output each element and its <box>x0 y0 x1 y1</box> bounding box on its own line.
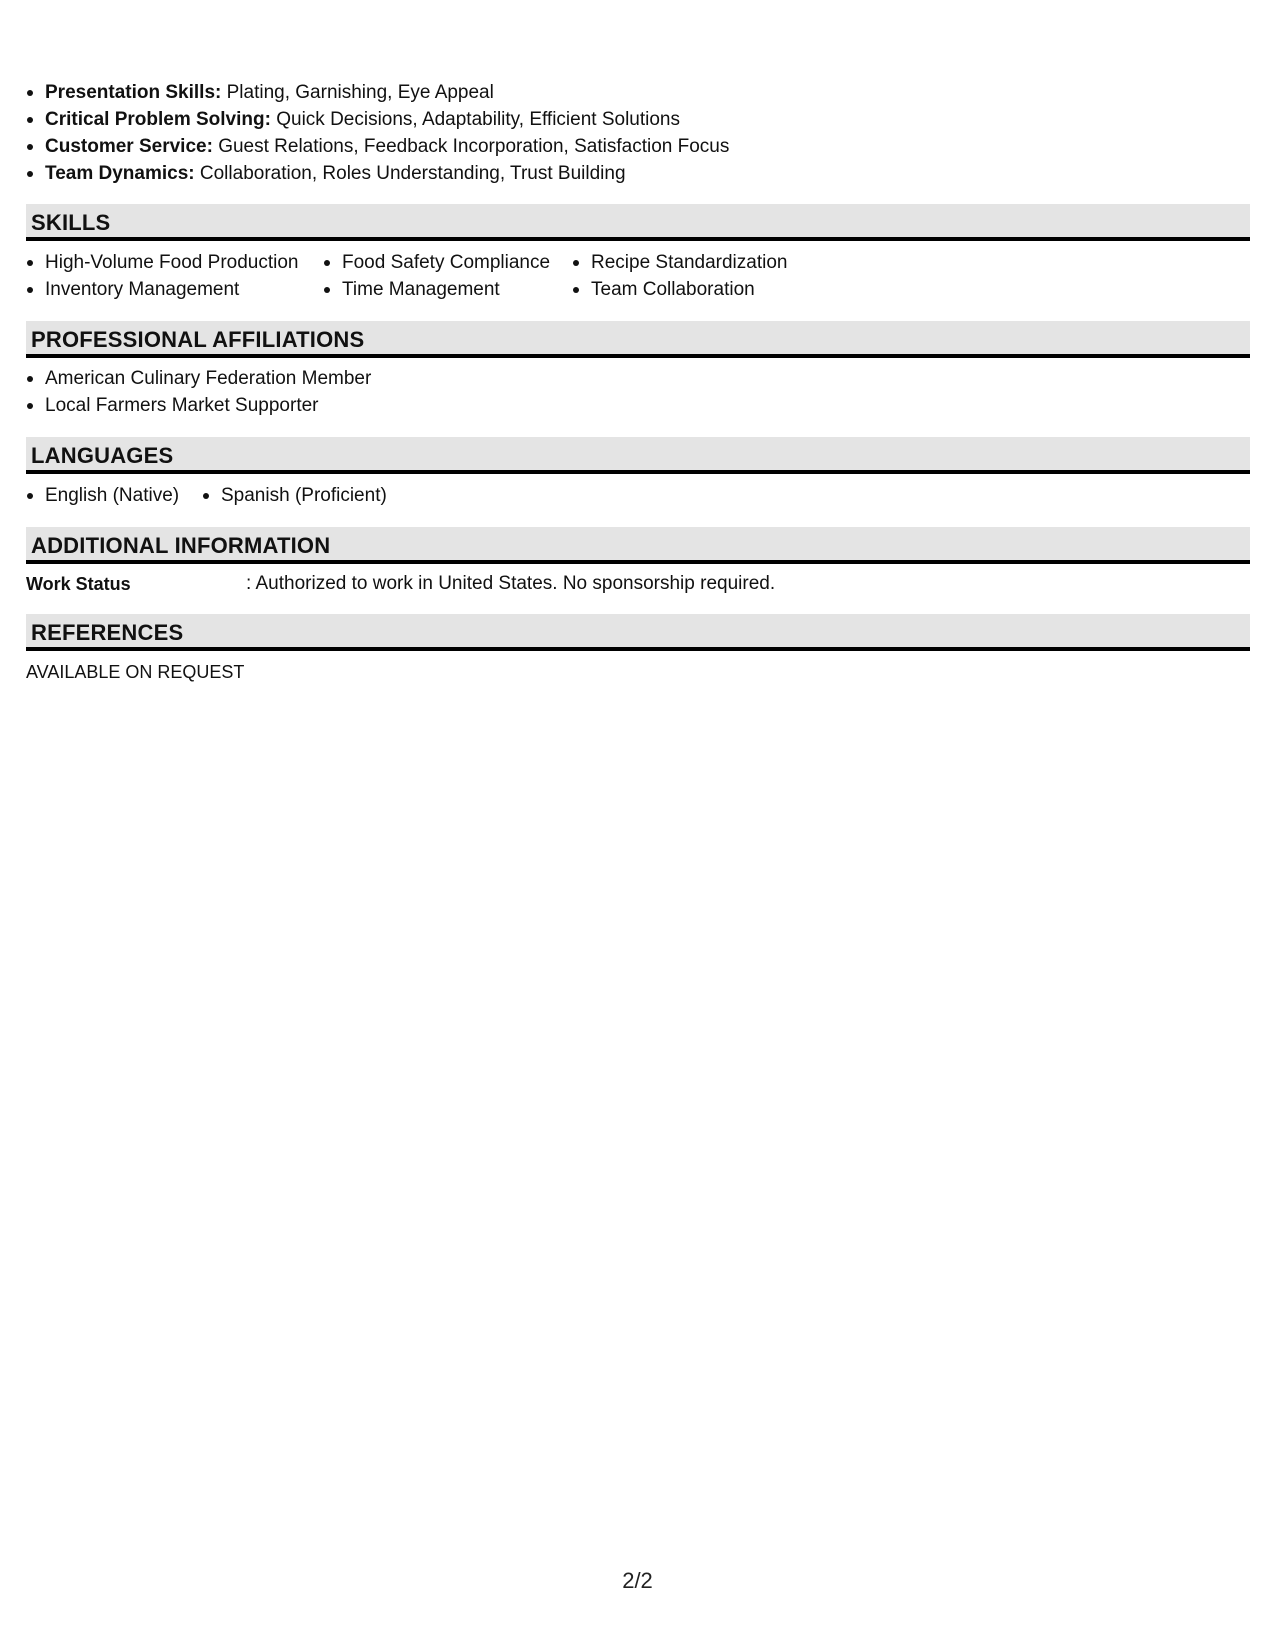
section-title: PROFESSIONAL AFFILIATIONS <box>31 327 365 352</box>
section-title: ADDITIONAL INFORMATION <box>31 533 331 558</box>
list-item: Spanish (Proficient) <box>202 482 422 509</box>
list-item: Food Safety Compliance <box>323 249 572 276</box>
skills-column <box>572 249 832 303</box>
affiliations-section-header <box>26 321 1250 358</box>
section-title: LANGUAGES <box>31 443 174 468</box>
list-item <box>26 106 729 133</box>
skills-columns <box>26 249 832 303</box>
list-item: Inventory Management <box>26 276 323 303</box>
affiliations-list <box>26 365 371 419</box>
references-text: AVAILABLE ON REQUEST <box>26 662 245 682</box>
skills-column <box>323 249 572 303</box>
skills-column <box>26 249 323 303</box>
languages-section-header <box>26 437 1250 474</box>
competency-label: Customer Service: <box>45 136 213 157</box>
languages-column <box>202 482 422 509</box>
additional-section-header <box>26 527 1250 564</box>
competency-label: Presentation Skills: <box>45 82 222 103</box>
competency-label: Critical Problem Solving: <box>45 109 271 130</box>
competency-text: Quick Decisions, Adaptability, Efficient Solutions <box>276 109 680 130</box>
section-title: REFERENCES <box>31 620 184 645</box>
list-item: Recipe Standardization <box>572 249 832 276</box>
work-status-label: Work Status <box>26 574 131 594</box>
competencies-list <box>26 79 729 187</box>
list-item: High-Volume Food Production <box>26 249 323 276</box>
list-item: American Culinary Federation Member <box>26 365 371 392</box>
competency-text: Guest Relations, Feedback Incorporation, Satisfaction Focus <box>218 136 730 157</box>
list-item <box>26 79 729 106</box>
competency-label: Team Dynamics: <box>45 163 195 184</box>
list-item <box>26 160 729 187</box>
references-section-header <box>26 614 1250 651</box>
list-item: Local Farmers Market Supporter <box>26 392 371 419</box>
work-status-value: : Authorized to work in United States. No sponsorship required. <box>246 573 776 594</box>
list-item: Team Collaboration <box>572 276 832 303</box>
list-item: Time Management <box>323 276 572 303</box>
languages-columns <box>26 482 422 509</box>
skills-section-header <box>26 204 1250 241</box>
section-title: SKILLS <box>31 210 111 235</box>
competency-text: Collaboration, Roles Understanding, Trust Building <box>199 163 626 184</box>
list-item <box>26 133 729 160</box>
languages-column <box>26 482 202 509</box>
page-number: 2/2 <box>622 1568 653 1593</box>
competency-text: Plating, Garnishing, Eye Appeal <box>226 82 494 103</box>
list-item: English (Native) <box>26 482 202 509</box>
